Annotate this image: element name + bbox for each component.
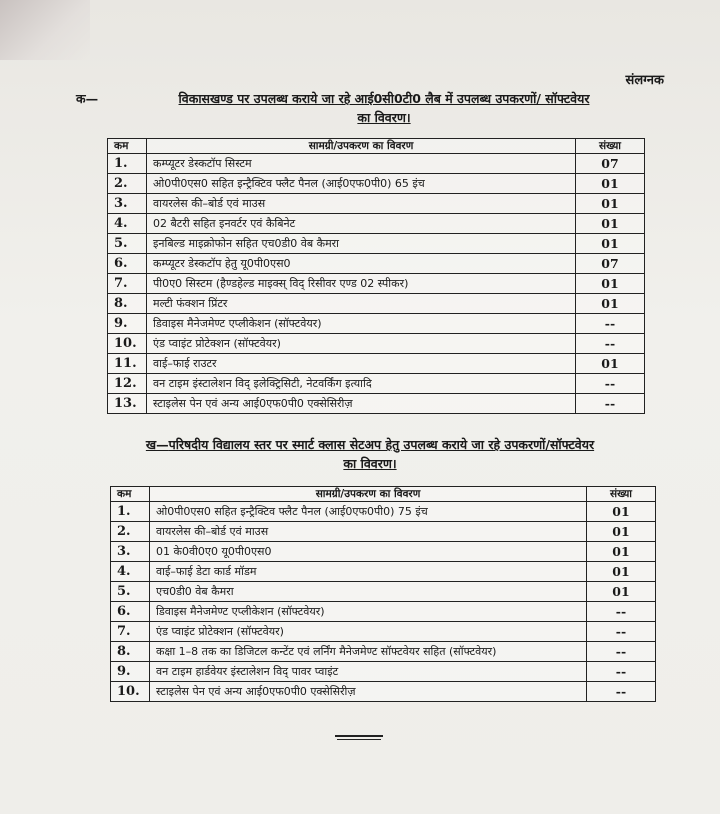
row-sn: 1. (108, 154, 147, 174)
table-header-row (108, 139, 645, 154)
row-sn: 2. (108, 174, 147, 194)
row-count: -- (587, 622, 656, 642)
row-desc: कक्षा 1–8 तक का डिजिटल कन्टेंट एवं लर्निंग मैनेजमेण्ट सॉफ्टवेयर सहित (सॉफ्टवेयर) (150, 642, 587, 662)
row-desc: कम्प्यूटर डेस्कटॉप हेतु यू0पी0एस0 (147, 254, 576, 274)
row-sn: 6. (108, 254, 147, 274)
table-row (111, 682, 656, 702)
table-row (111, 602, 656, 622)
row-desc: ओ0पी0एस0 सहित इन्ट्रैक्टिव फ्लैट पैनल (आई0एफ0पी0) 75 इंच (150, 502, 587, 522)
row-desc: ओ0पी0एस0 सहित इन्ट्रैक्टिव फ्लैट पैनल (आई0एफ0पी0) 65 इंच (147, 174, 576, 194)
row-count: 01 (587, 582, 656, 602)
row-sn: 11. (108, 354, 147, 374)
table-row (108, 354, 645, 374)
row-count: 01 (587, 562, 656, 582)
row-sn: 8. (108, 294, 147, 314)
section-b-marker: ख— (145, 437, 169, 452)
row-desc: वन टाइम इंस्टालेशन विद् इलेक्ट्रिसिटी, नेटवर्किंग इत्यादि (147, 374, 576, 394)
row-sn: 3. (108, 194, 147, 214)
row-desc: कम्प्यूटर डेस्कटॉप सिस्टम (147, 154, 576, 174)
row-sn: 10. (111, 682, 150, 702)
row-count: -- (587, 662, 656, 682)
section-a-heading (76, 90, 644, 126)
table-row (111, 502, 656, 522)
row-desc: स्टाइलेस पेन एवं अन्य आई0एफ0पी0 एक्सेसिरीज़ (147, 394, 576, 414)
section-b-heading (70, 436, 670, 472)
table-row (111, 542, 656, 562)
section-a-title-line2: का विवरण। (357, 110, 411, 125)
row-sn: 3. (111, 542, 150, 562)
table-row (108, 214, 645, 234)
row-sn: 10. (108, 334, 147, 354)
row-sn: 9. (111, 662, 150, 682)
row-desc: डिवाइस मैनेजमेण्ट एप्लीकेशन (सॉफ्टवेयर) (147, 314, 576, 334)
table-row (111, 622, 656, 642)
row-count: 01 (576, 194, 645, 214)
row-desc: एच0डी0 वेब कैमरा (150, 582, 587, 602)
header-count: संख्या (576, 139, 645, 154)
table-row (111, 662, 656, 682)
section-b-title-line2: का विवरण। (343, 456, 397, 471)
row-desc: वायरलेस की–बोर्ड एवं माउस (147, 194, 576, 214)
row-desc: एंड प्वाइंट प्रोटेक्शन (सॉफ्टवेयर) (150, 622, 587, 642)
header-sn: कम (108, 139, 147, 154)
table-row (108, 274, 645, 294)
row-sn: 5. (108, 234, 147, 254)
row-sn: 4. (108, 214, 147, 234)
table-row (111, 582, 656, 602)
row-count: -- (576, 314, 645, 334)
header-desc: सामग्री/उपकरण का विवरण (150, 487, 587, 502)
header-desc: सामग्री/उपकरण का विवरण (147, 139, 576, 154)
row-count: 01 (576, 294, 645, 314)
row-desc: मल्टी फंक्शन प्रिंटर (147, 294, 576, 314)
row-desc: 01 के0वी0ए0 यू0पी0एस0 (150, 542, 587, 562)
end-rule-double (337, 739, 381, 740)
row-desc: इनबिल्ड माइक्रोफोन सहित एच0डी0 वेब कैमरा (147, 234, 576, 254)
section-b-title-line1: परिषदीय विद्यालय स्तर पर स्मार्ट क्लास सेटअप हेतु उपलब्ध कराये जा रहे उपकरणों/सॉफ्टवेयर (168, 437, 595, 452)
row-sn: 4. (111, 562, 150, 582)
row-count: -- (587, 682, 656, 702)
page-corner-shadow (0, 0, 90, 60)
row-desc: वाई–फाई डेटा कार्ड मॉडम (150, 562, 587, 582)
row-count: 01 (576, 234, 645, 254)
row-count: 07 (576, 154, 645, 174)
table-row (111, 522, 656, 542)
section-a-table (107, 138, 645, 414)
table-row (108, 234, 645, 254)
row-count: 01 (576, 354, 645, 374)
table-row (108, 174, 645, 194)
table-header-row (111, 487, 656, 502)
table-row (108, 394, 645, 414)
table-row (111, 562, 656, 582)
row-desc: वन टाइम हार्डवेयर इंस्टालेशन विद् पावर प्वाइंट (150, 662, 587, 682)
table-row (108, 154, 645, 174)
row-desc: पी0ए0 सिस्टम (हैण्डहेल्ड माइक्स् विद् रिसीवर एण्ड 02 स्पीकर) (147, 274, 576, 294)
section-b-table (110, 486, 656, 702)
table-row (108, 334, 645, 354)
row-desc: स्टाइलेस पेन एवं अन्य आई0एफ0पी0 एक्सेसिरीज़ (150, 682, 587, 702)
row-count: -- (576, 334, 645, 354)
row-sn: 13. (108, 394, 147, 414)
section-a-title-line1: विकासखण्ड पर उपलब्ध कराये जा रहे आई0सी0टी0 लैब में उपलब्ध उपकरणों/ सॉफ्टवेयर (178, 91, 590, 106)
row-count: -- (576, 374, 645, 394)
row-sn: 5. (111, 582, 150, 602)
row-sn: 2. (111, 522, 150, 542)
row-count: 01 (576, 174, 645, 194)
row-count: -- (576, 394, 645, 414)
row-count: 01 (587, 502, 656, 522)
header-count: संख्या (587, 487, 656, 502)
row-sn: 12. (108, 374, 147, 394)
row-sn: 8. (111, 642, 150, 662)
table-row (111, 642, 656, 662)
row-desc: एंड प्वाइंट प्रोटेक्शन (सॉफ्टवेयर) (147, 334, 576, 354)
row-desc: डिवाइस मैनेजमेण्ट एप्लीकेशन (सॉफ्टवेयर) (150, 602, 587, 622)
table-row (108, 314, 645, 334)
row-count: 01 (587, 542, 656, 562)
row-desc: 02 बैटरी सहित इनवर्टर एवं कैबिनेट (147, 214, 576, 234)
header-sn: कम (111, 487, 150, 502)
row-count: 01 (576, 214, 645, 234)
row-count: 07 (576, 254, 645, 274)
row-desc: वाई–फाई राउटर (147, 354, 576, 374)
row-count: 01 (576, 274, 645, 294)
end-rule (335, 735, 383, 737)
row-sn: 7. (111, 622, 150, 642)
row-count: -- (587, 642, 656, 662)
table-row (108, 194, 645, 214)
row-count: 01 (587, 522, 656, 542)
row-sn: 1. (111, 502, 150, 522)
table-row (108, 374, 645, 394)
row-sn: 7. (108, 274, 147, 294)
row-sn: 9. (108, 314, 147, 334)
annexure-label: संलग्नक (625, 73, 664, 88)
row-sn: 6. (111, 602, 150, 622)
section-a-marker: क— (76, 91, 99, 106)
row-desc: वायरलेस की–बोर्ड एवं माउस (150, 522, 587, 542)
table-row (108, 294, 645, 314)
row-count: -- (587, 602, 656, 622)
table-row (108, 254, 645, 274)
